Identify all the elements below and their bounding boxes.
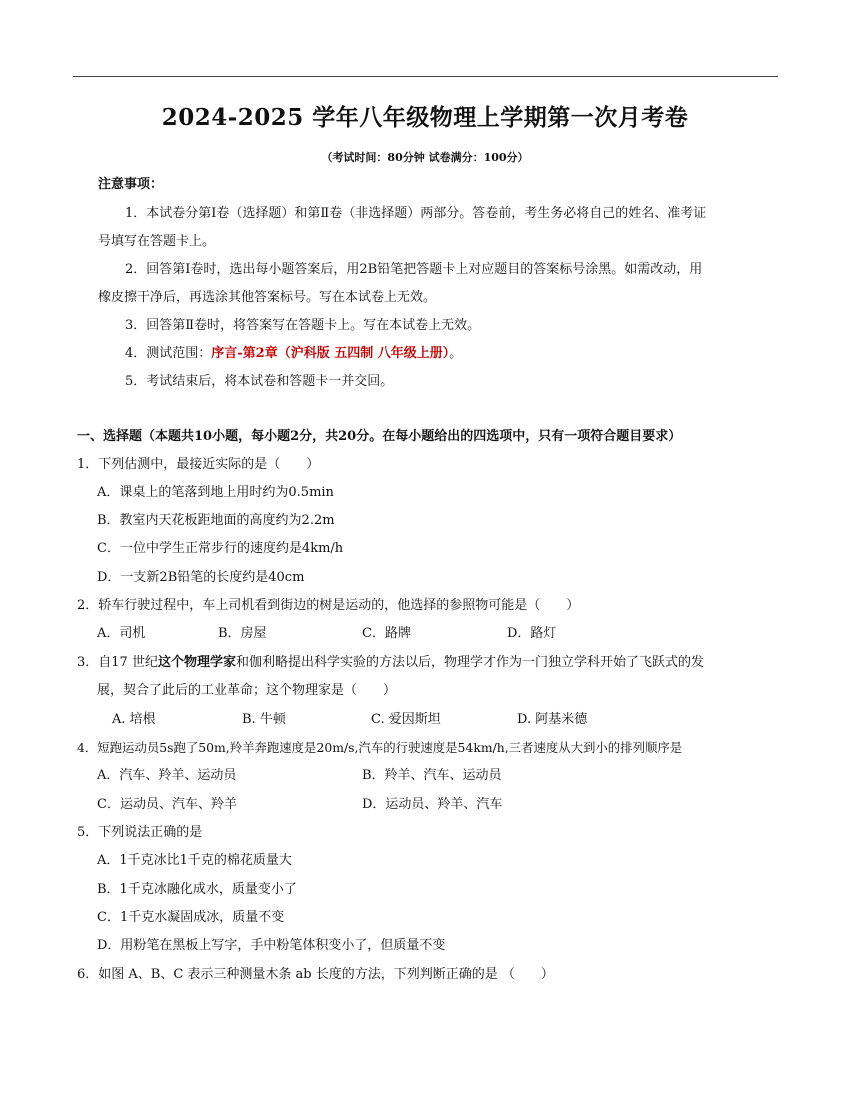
notice-item-2: 2．回答第Ⅰ卷时，选出每小题答案后，用2B铅笔把答题卡上对应题目的答案标号涂黑。如需改动，用 — [125, 262, 703, 277]
question-5-stem: 5．下列说法正确的是 — [77, 825, 203, 840]
notice-item-1: 1．本试卷分第Ⅰ卷（选择题）和第Ⅱ卷（非选择题）两部分。答卷前，考生务必将自己的姓名、准考证 — [125, 206, 707, 221]
question-3-stem-cont: 展，契合了此后的工业革命；这个物理家是（ ） — [97, 683, 397, 698]
question-3-stem-pre: 3．自17 世纪 — [77, 655, 158, 670]
question-3-option-d: D. 阿基米德 — [517, 712, 588, 727]
question-1-option-b: B．教室内天花板距地面的高度约为2.2m — [97, 513, 335, 528]
question-6-stem: 6．如图 A、B、C 表示三种测量木条 ab 长度的方法，下列判断正确的是 （ ） — [77, 967, 554, 982]
notice-heading: 注意事项： — [98, 177, 164, 192]
notice-item-2-cont: 橡皮擦干净后，再选涂其他答案标号。写在本试卷上无效。 — [98, 290, 437, 305]
question-3-stem-bold: 这个物理学家 — [157, 655, 236, 670]
header-rule — [73, 76, 778, 77]
question-1-option-c: C．一位中学生正常步行的速度约是4km/h — [97, 541, 344, 556]
notice-item-4-suffix: 。 — [449, 346, 463, 361]
question-4-option-a: A．汽车、羚羊、运动员 — [97, 768, 237, 783]
question-4-option-d: D．运动员、羚羊、汽车 — [362, 797, 503, 812]
question-3-option-a: A. 培根 — [112, 712, 156, 727]
question-4-stem: 4．短跑运动员5s跑了50m,羚羊奔跑速度是20m/s,汽车的行驶速度是54km/h,三者速度从大到小的排列顺序是 — [77, 740, 683, 755]
question-2-option-d: D．路灯 — [507, 626, 557, 641]
notice-item-1-cont: 号填写在答题卡上。 — [98, 234, 216, 249]
exam-subtitle: （考试时间：80分钟 试卷满分：100分） — [321, 151, 529, 164]
question-1-option-d: D．一支新2B铅笔的长度约是40cm — [97, 570, 305, 585]
question-1-stem: 1．下列估测中，最接近实际的是（ ） — [77, 457, 320, 472]
question-2-option-a: A．司机 — [97, 626, 146, 641]
question-3-option-c: C. 爱因斯坦 — [371, 712, 441, 727]
question-5-option-a: A．1千克冰比1千克的棉花质量大 — [97, 853, 292, 868]
section-1-heading: 一、选择题（本题共10小题，每小题2分，共20分。在每小题给出的四选项中，只有一项符合题目要求） — [77, 429, 682, 444]
question-5-option-c: C．1千克水凝固成冰，质量不变 — [97, 910, 285, 925]
question-4-option-b: B．羚羊、汽车、运动员 — [362, 768, 502, 783]
question-3-option-b: B. 牛顿 — [242, 712, 286, 727]
question-2-option-b: B．房屋 — [218, 626, 267, 641]
test-range: 序言-第2章（沪科版 五四制 八年级上册） — [211, 346, 450, 361]
question-1-option-a: A．课桌上的笔落到地上用时约为0.5min — [97, 485, 334, 500]
question-4-option-c: C．运动员、汽车、羚羊 — [97, 797, 237, 812]
question-3-stem — [77, 653, 704, 673]
notice-item-4-prefix: 4．测试范围： — [125, 346, 212, 361]
notice-item-4 — [125, 344, 462, 364]
question-3-stem-post: 和伽利略提出科学实验的方法以后，物理学才作为一门独立学科开始了飞跃式的发 — [235, 655, 704, 670]
question-2-option-c: C．路牌 — [362, 626, 411, 641]
notice-item-5: 5．考试结束后，将本试卷和答题卡一并交回。 — [125, 374, 394, 389]
exam-title: 2024-2025 学年八年级物理上学期第一次月考卷 — [161, 104, 689, 131]
question-5-option-b: B．1千克冰融化成水，质量变小了 — [97, 882, 297, 897]
question-5-option-d: D．用粉笔在黑板上写字，手中粉笔体积变小了，但质量不变 — [97, 938, 446, 953]
notice-item-3: 3．回答第Ⅱ卷时，将答案写在答题卡上。写在本试卷上无效。 — [125, 318, 481, 333]
question-2-stem: 2．轿车行驶过程中，车上司机看到街边的树是运动的，他选择的参照物可能是（ ） — [77, 598, 580, 613]
